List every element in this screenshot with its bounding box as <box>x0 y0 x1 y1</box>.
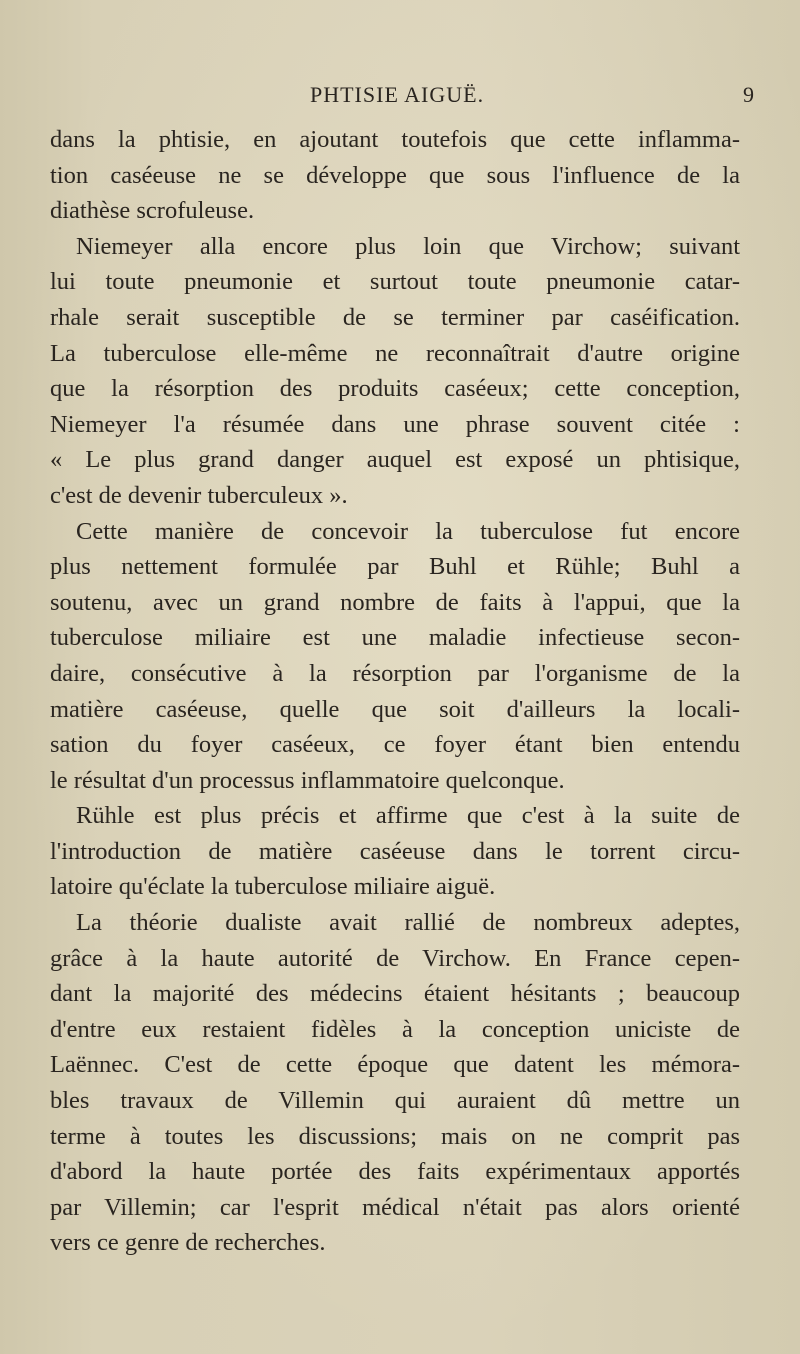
text-line: bles travaux de Villemin qui auraient dû mettre un <box>50 1087 740 1115</box>
text-line: rhale serait susceptible de se terminer par caséification. <box>50 303 740 331</box>
text-line: Niemeyer l'a résumée dans une phrase souvent citée : <box>50 410 740 438</box>
text-line: Rühle est plus précis et affirme que c'est à la suite de <box>76 802 740 830</box>
text-line: Cette manière de concevoir la tuberculose fut encore <box>76 517 740 545</box>
text-line: lui toute pneumonie et surtout toute pneumonie catar- <box>50 268 740 296</box>
text-line: que la résorption des produits caséeux; cette conception, <box>50 375 740 403</box>
text-line: l'introduction de matière caséeuse dans le torrent circu- <box>50 837 740 865</box>
text-line: tion caséeuse ne se développe que sous l'influence de la <box>50 161 740 189</box>
text-line: vers ce genre de recherches. <box>50 1229 326 1257</box>
text-line: Niemeyer alla encore plus loin que Virchow; suivant <box>76 232 740 260</box>
text-line: diathèse scrofuleuse. <box>50 197 255 225</box>
text-line: d'entre eux restaient fidèles à la conception uniciste de <box>50 1015 740 1043</box>
running-title: PHTISIE AIGUË. <box>310 82 485 107</box>
text-line: La tuberculose elle-même ne reconnaîtrait d'autre origine <box>50 339 740 367</box>
text-line: daire, consécutive à la résorption par l'organisme de la <box>50 659 740 687</box>
text-line: sation du foyer caséeux, ce foyer étant bien entendu <box>50 731 740 759</box>
text-line: terme à toutes les discussions; mais on ne comprit pas <box>50 1122 740 1150</box>
text-line: par Villemin; car l'esprit médical n'était pas alors orienté <box>50 1193 740 1221</box>
page-number: 9 <box>743 82 754 107</box>
text-line: tuberculose miliaire est une maladie infectieuse secon- <box>50 624 740 652</box>
text-line: matière caséeuse, quelle que soit d'ailleurs la locali- <box>50 695 740 723</box>
running-head <box>64 82 754 112</box>
text-line: dant la majorité des médecins étaient hésitants ; beaucoup <box>50 980 740 1008</box>
text-line: d'abord la haute portée des faits expérimentaux apportés <box>50 1158 740 1186</box>
text-line: « Le plus grand danger auquel est exposé un phtisique, <box>50 446 740 474</box>
text-line: dans la phtisie, en ajoutant toutefois que cette inflamma- <box>50 126 740 153</box>
text-line: le résultat d'un processus inflammatoire quelconque. <box>50 766 565 794</box>
text-line: latoire qu'éclate la tuberculose miliaire aiguë. <box>50 873 496 901</box>
text-line: soutenu, avec un grand nombre de faits à l'appui, que la <box>50 588 740 616</box>
text-line: La théorie dualiste avait rallié de nombreux adeptes, <box>76 909 740 937</box>
text-line: Laënnec. C'est de cette époque que datent les mémora- <box>50 1051 740 1079</box>
text-line: grâce à la haute autorité de Virchow. En France cepen- <box>50 944 740 972</box>
text-line: c'est de devenir tuberculeux ». <box>50 481 348 509</box>
text-line: plus nettement formulée par Buhl et Rühle; Buhl a <box>50 553 740 581</box>
body-text <box>50 122 740 1261</box>
